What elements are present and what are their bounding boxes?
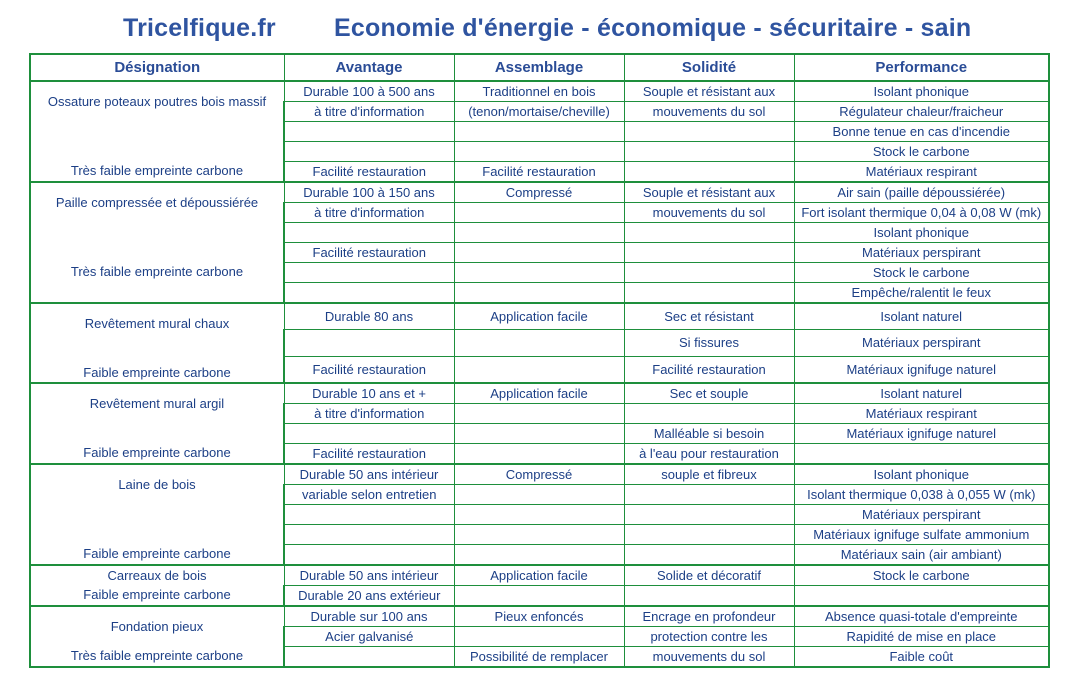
solidite-cell: Facilité restauration [624,356,794,383]
avantage-cell: Acier galvanisé [284,627,454,647]
column-header-performance: Performance [794,54,1049,81]
comparison-table [29,53,1050,668]
performance-cell: Matériaux perspirant [794,243,1049,263]
assemblage-cell: Pieux enfoncés [454,606,624,627]
solidite-cell [624,162,794,183]
column-header-assemblage: Assemblage [454,54,624,81]
solidite-cell: souple et fibreux [624,464,794,485]
assemblage-cell [454,263,624,283]
assemblage-cell: Application facile [454,383,624,404]
avantage-cell: Durable 100 à 150 ans [284,182,454,203]
assemblage-cell: Possibilité de remplacer [454,647,624,668]
performance-cell: Rapidité de mise en place [794,627,1049,647]
assemblage-cell [454,444,624,465]
designation-name: Revêtement mural chaux [84,316,230,331]
title-bar [0,14,1078,50]
avantage-cell: Durable sur 100 ans [284,606,454,627]
avantage-cell: Facilité restauration [284,356,454,383]
assemblage-cell [454,142,624,162]
solidite-cell [624,545,794,566]
assemblage-cell [454,243,624,263]
performance-cell: Matériaux ignifuge naturel [794,356,1049,383]
performance-cell: Stock le carbone [794,263,1049,283]
solidite-cell: mouvements du sol [624,203,794,223]
performance-cell: Air sain (paille dépoussiérée) [794,182,1049,203]
assemblage-cell [454,404,624,424]
performance-cell: Isolant phonique [794,223,1049,243]
designation-name: Laine de bois [118,477,196,492]
avantage-cell: Durable 50 ans intérieur [284,464,454,485]
designation-cell [30,565,284,606]
avantage-cell [284,283,454,304]
performance-cell: Empêche/ralentit le feux [794,283,1049,304]
performance-cell: Isolant phonique [794,81,1049,102]
designation-name: Ossature poteaux poutres bois massif [47,94,267,109]
designation-cell [30,606,284,667]
site-name: Tricelfique.fr [123,14,276,42]
avantage-cell [284,122,454,142]
table-row [30,303,1049,330]
avantage-cell [284,263,454,283]
avantage-cell: variable selon entretien [284,485,454,505]
avantage-cell: Durable 100 à 500 ans [284,81,454,102]
solidite-cell [624,404,794,424]
solidite-cell [624,223,794,243]
avantage-cell [284,142,454,162]
assemblage-cell: Application facile [454,303,624,330]
solidite-cell [624,122,794,142]
avantage-cell: Durable 20 ans extérieur [284,586,454,607]
table-row [30,81,1049,102]
solidite-cell: Si fissures [624,330,794,356]
performance-cell: Fort isolant thermique 0,04 à 0,08 W (mk) [794,203,1049,223]
performance-cell [794,444,1049,465]
solidite-cell: Malléable si besoin [624,424,794,444]
table-body [30,81,1049,667]
assemblage-cell [454,283,624,304]
performance-cell: Matériaux perspirant [794,505,1049,525]
performance-cell: Isolant thermique 0,038 à 0,055 W (mk) [794,485,1049,505]
avantage-cell: Facilité restauration [284,162,454,183]
solidite-cell: à l'eau pour restauration [624,444,794,465]
assemblage-cell: (tenon/mortaise/cheville) [454,102,624,122]
solidite-cell [624,263,794,283]
avantage-cell [284,223,454,243]
solidite-cell: Solide et décoratif [624,565,794,586]
assemblage-cell [454,525,624,545]
avantage-cell: à titre d'information [284,102,454,122]
solidite-cell [624,142,794,162]
avantage-cell: Facilité restauration [284,444,454,465]
performance-cell: Isolant naturel [794,383,1049,404]
assemblage-cell [454,627,624,647]
designation-carbon: Très faible empreinte carbone [70,163,244,178]
header-row [30,54,1049,81]
performance-cell: Faible coût [794,647,1049,668]
solidite-cell [624,505,794,525]
solidite-cell: mouvements du sol [624,102,794,122]
performance-cell: Absence quasi-totale d'empreinte [794,606,1049,627]
designation-name: Carreaux de bois [107,568,207,583]
assemblage-cell: Traditionnel en bois [454,81,624,102]
assemblage-cell [454,223,624,243]
assemblage-cell: Compressé [454,182,624,203]
designation-carbon: Faible empreinte carbone [83,365,231,380]
avantage-cell: Facilité restauration [284,243,454,263]
table-row [30,182,1049,203]
avantage-cell [284,647,454,668]
designation-cell [30,303,284,383]
designation-carbon: Très faible empreinte carbone [70,264,244,279]
avantage-cell: Durable 50 ans intérieur [284,565,454,586]
designation-cell [30,383,284,464]
avantage-cell: à titre d'information [284,203,454,223]
table-row [30,565,1049,586]
assemblage-cell: Application facile [454,565,624,586]
performance-cell: Matériaux respirant [794,404,1049,424]
designation-cell [30,81,284,182]
assemblage-cell [454,122,624,142]
column-header-solidite: Solidité [624,54,794,81]
avantage-cell: Durable 80 ans [284,303,454,330]
assemblage-cell [454,545,624,566]
assemblage-cell [454,505,624,525]
designation-carbon: Faible empreinte carbone [83,445,231,460]
performance-cell: Isolant naturel [794,303,1049,330]
solidite-cell [624,586,794,607]
solidite-cell: Souple et résistant aux [624,182,794,203]
designation-name: Fondation pieux [110,619,204,634]
avantage-cell [284,424,454,444]
solidite-cell: Sec et résistant [624,303,794,330]
designation-carbon: Très faible empreinte carbone [70,648,244,663]
performance-cell: Matériaux perspirant [794,330,1049,356]
assemblage-cell [454,424,624,444]
assemblage-cell [454,203,624,223]
performance-cell: Isolant phonique [794,464,1049,485]
assemblage-cell [454,330,624,356]
solidite-cell: Sec et souple [624,383,794,404]
solidite-cell: protection contre les [624,627,794,647]
assemblage-cell [454,356,624,383]
avantage-cell: à titre d'information [284,404,454,424]
table-row [30,464,1049,485]
solidite-cell [624,525,794,545]
designation-name: Paille compressée et dépoussiérée [55,195,259,210]
avantage-cell [284,525,454,545]
avantage-cell [284,545,454,566]
performance-cell: Régulateur chaleur/fraicheur [794,102,1049,122]
assemblage-cell [454,485,624,505]
table-row [30,383,1049,404]
performance-cell: Matériaux sain (air ambiant) [794,545,1049,566]
designation-cell [30,464,284,565]
performance-cell: Bonne tenue en cas d'incendie [794,122,1049,142]
avantage-cell: Durable 10 ans et + [284,383,454,404]
performance-cell: Matériaux ignifuge sulfate ammonium [794,525,1049,545]
solidite-cell: Souple et résistant aux [624,81,794,102]
designation-carbon: Faible empreinte carbone [83,587,231,602]
designation-cell [30,182,284,303]
avantage-cell [284,330,454,356]
assemblage-cell: Compressé [454,464,624,485]
page-title: Economie d'énergie - économique - sécuritaire - sain [334,14,972,42]
performance-cell: Stock le carbone [794,142,1049,162]
performance-cell [794,586,1049,607]
assemblage-cell: Facilité restauration [454,162,624,183]
designation-carbon: Faible empreinte carbone [83,546,231,561]
column-header-avantage: Avantage [284,54,454,81]
solidite-cell [624,243,794,263]
performance-cell: Matériaux ignifuge naturel [794,424,1049,444]
column-header-designation: Désignation [30,54,284,81]
solidite-cell [624,485,794,505]
assemblage-cell [454,586,624,607]
table-row [30,606,1049,627]
solidite-cell: mouvements du sol [624,647,794,668]
designation-name: Revêtement mural argil [89,396,225,411]
solidite-cell: Encrage en profondeur [624,606,794,627]
performance-cell: Matériaux respirant [794,162,1049,183]
solidite-cell [624,283,794,304]
performance-cell: Stock le carbone [794,565,1049,586]
avantage-cell [284,505,454,525]
